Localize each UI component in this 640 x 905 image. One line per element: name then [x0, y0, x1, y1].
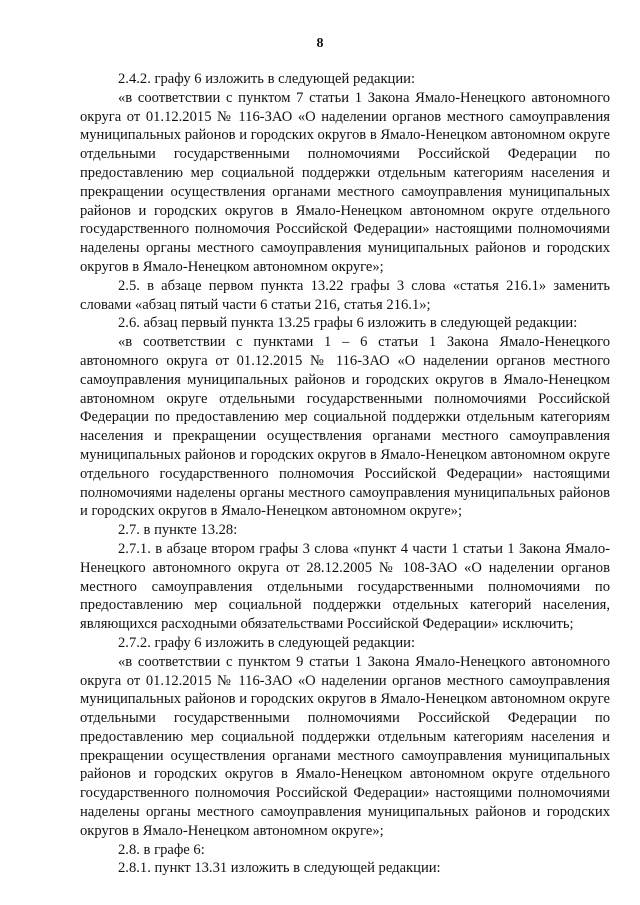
document-body: [80, 70, 610, 878]
paragraph-quote-points-1-6: «в соответствии с пунктами 1 – 6 статьи 1 Закона Ямало-Ненецкого автономного округа от 01.12.2015 № 116-ЗАО «О наделении органов местного самоуправления муниципальных районов и городских округов в Ямало-Ненецком автономном округе отдельными государственными полномочиями Российской Федерации по предоставлению мер социальной поддержки отдельным категориям населения и прекращении осуществления органами местного самоуправления муниципальных районов и городских округов в Ямало-Ненецком автономном округе отдельного государственного полномочия Российской Федерации» настоящими полномочиями наделены органы местного самоуправления муниципальных районов и городских округов в Ямало-Ненецком автономном округе»;: [80, 334, 610, 520]
paragraph-quote-point-7: «в соответствии с пунктом 7 статьи 1 Закона Ямало-Ненецкого автономного округа от 01.12.2015 № 116-ЗАО «О наделении органов местного самоуправления муниципальных районов и городских округов в Ямало-Ненецком автономном округе отдельными государственными полномочиями Российской Федерации по предоставлению мер социальной поддержки отдельным категориям населения и прекращении осуществления органами местного самоуправления муниципальных районов и городских округов в Ямало-Ненецком автономном округе отдельного государственного полномочия Российской Федерации» настоящими полномочиями наделены органы местного самоуправления муниципальных районов и городских округов в Ямало-Ненецком автономном округе»;: [80, 89, 610, 275]
paragraph-2-7-1: 2.7.1. в абзаце втором графы 3 слова «пункт 4 части 1 статьи 1 Закона Ямало-Ненецкого автономного округа от 28.12.2005 № 108-ЗАО «О наделении органов местного самоуправления отдельными государственными полномочиями по предоставлению мер социальной поддержки отдельных категорий населения, являющихся расходными обязательствами Российской Федерации» исключить;: [80, 540, 610, 633]
paragraph-2-7-2: 2.7.2. графу 6 изложить в следующей редакции:: [118, 634, 416, 651]
paragraph-2-5: 2.5. в абзаце первом пункта 13.22 графы 3 слова «статья 216.1» заменить словами «абзац пятый части 6 статьи 216, статья 216.1»;: [80, 277, 610, 313]
paragraph-quote-point-9: «в соответствии с пунктом 9 статьи 1 Закона Ямало-Ненецкого автономного округа от 01.12.2015 № 116-ЗАО «О наделении органов местного самоуправления муниципальных районов и городских округов в Ямало-Ненецком автономном округе отдельными государственными полномочиями Российской Федерации по предоставлению мер социальной поддержки отдельным категориям населения и прекращении осуществления органами местного самоуправления муниципальных районов и городских округов в Ямало-Ненецком автономном округе отдельного государственного полномочия Российской Федерации» настоящими полномочиями наделены органы местного самоуправления муниципальных районов и городских округов в Ямало-Ненецком автономном округе»;: [80, 653, 610, 839]
page-number: 8: [316, 36, 324, 51]
paragraph-2-8: 2.8. в графе 6:: [118, 841, 205, 858]
paragraph-2-8-1: 2.8.1. пункт 13.31 изложить в следующей редакции:: [118, 860, 441, 877]
paragraph-2-6: 2.6. абзац первый пункта 13.25 графы 6 изложить в следующей редакции:: [118, 315, 578, 332]
paragraph-2-4-2: 2.4.2. графу 6 изложить в следующей редакции:: [118, 71, 416, 87]
paragraph-2-7: 2.7. в пункте 13.28:: [118, 522, 238, 539]
